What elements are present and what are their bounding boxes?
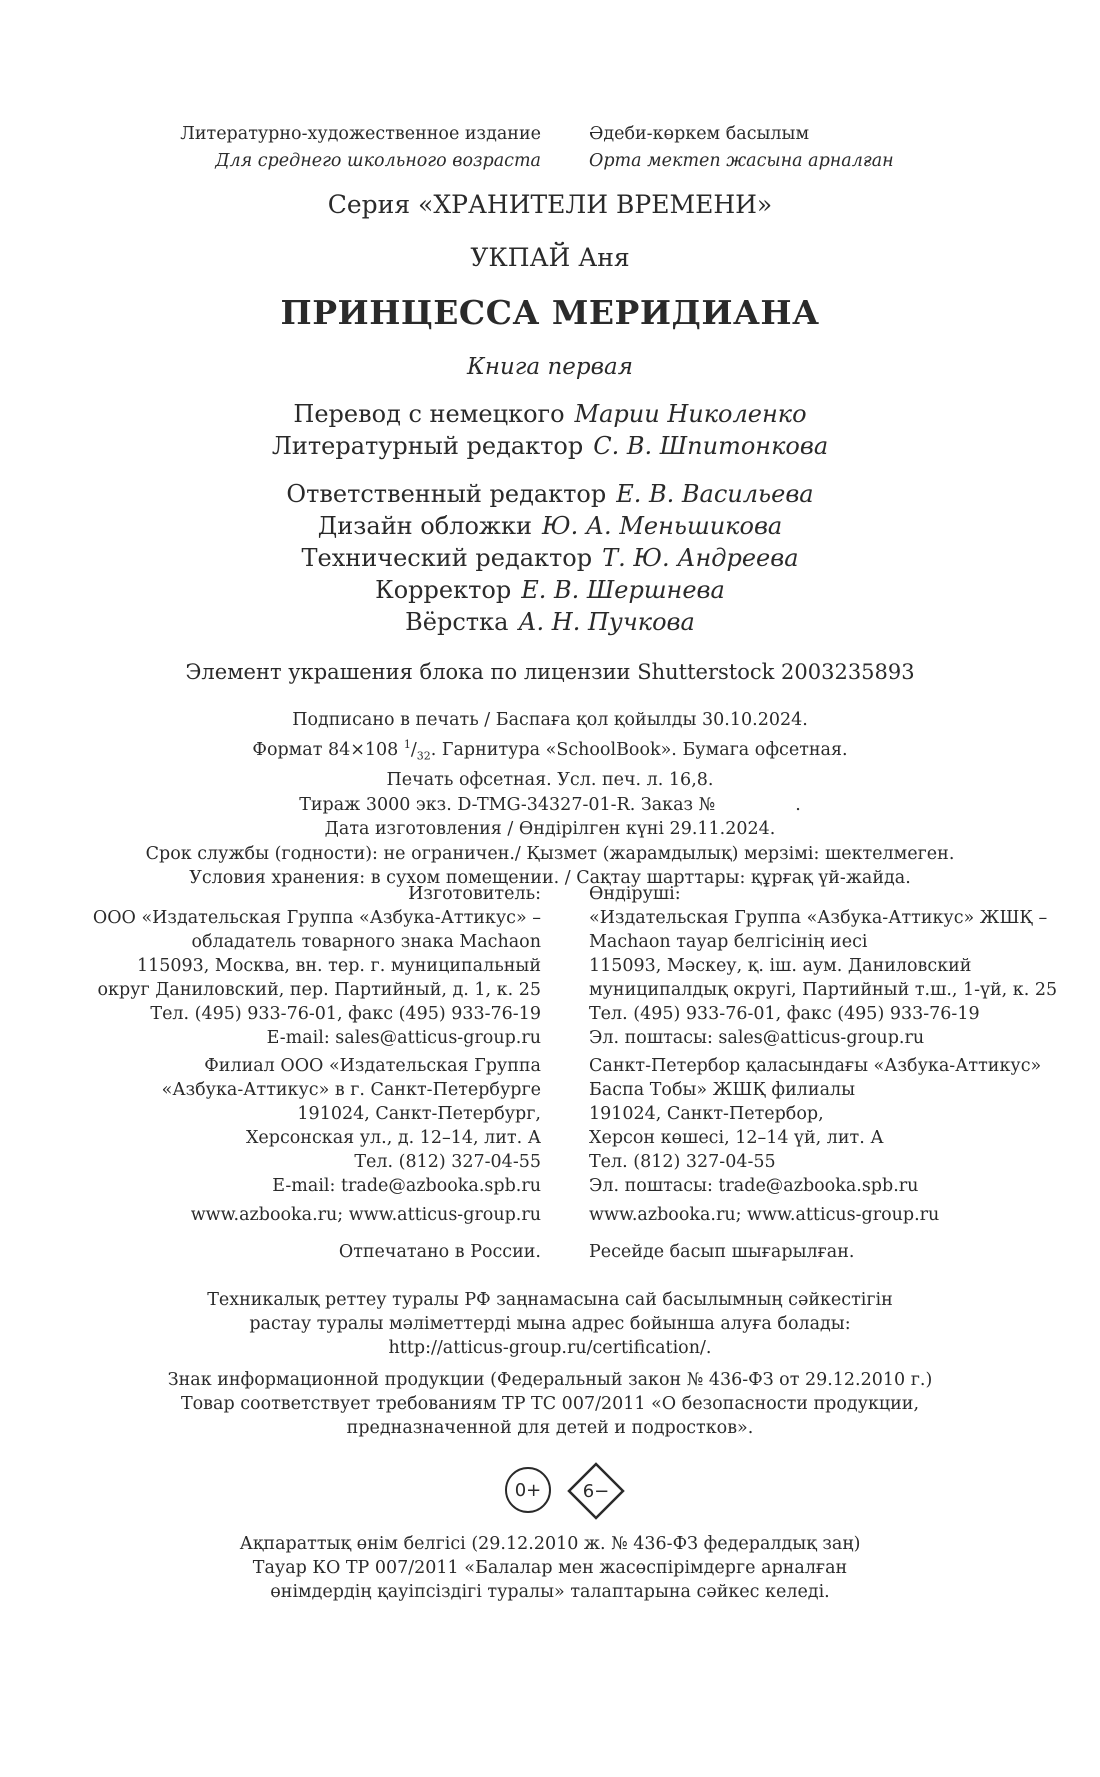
credit-line: [0, 478, 1100, 510]
manufacturer-line: Machaon тауар белгісінің иесі: [589, 932, 868, 952]
printed-in-kz: Ресейде басып шығарылған.: [589, 1242, 855, 1262]
credit-person: С. В. Шпитонкова: [593, 432, 829, 460]
branch-line: 191024, Санкт-Петербор,: [589, 1104, 824, 1124]
credit-person: Т. Ю. Андреева: [602, 544, 799, 572]
credit-role: Перевод с немецкого: [293, 400, 565, 428]
manufacturer-email: Эл. поштасы: sales@atticus-group.ru: [589, 1028, 925, 1048]
credit-role: Ответственный редактор: [286, 480, 607, 508]
age-rating-diamond-label: 6−: [582, 1480, 610, 1502]
storage-conditions: Условия хранения: в сухом помещении. / Сақтау шарттары: құрғақ үй-жайда.: [189, 868, 911, 889]
websites-kz: www.azbooka.ru; www.atticus-group.ru: [589, 1205, 940, 1225]
edition-type-kz: Әдеби-көркем басылым: [589, 124, 810, 144]
notice-line: предназначенной для детей и подростков».: [346, 1418, 754, 1438]
credit-role: Литературный редактор: [271, 432, 584, 460]
branch-line: Санкт-Петербор қаласындағы «Азбука-Аттикус»: [589, 1056, 1042, 1076]
credit-line: [0, 430, 1100, 462]
websites-ru: www.azbooka.ru; www.atticus-group.ru: [190, 1205, 541, 1225]
service-life: Срок службы (годности): не ограничен./ Қызмет (жарамдылық) мерзімі: шектелмеген.: [145, 843, 955, 864]
notice-line: Ақпараттық өнім белгісі (29.12.2010 ж. № 436-ФЗ федералдық заң): [239, 1534, 861, 1554]
manufacture-date: Дата изготовления / Өндірілген күні 29.11.2024.: [324, 819, 776, 840]
notice-line: өнімдердің қауіпсіздігі туралы» талаптарына сәйкес келеді.: [270, 1582, 830, 1602]
credit-role: Вёрстка: [405, 608, 509, 636]
format-fraction-den: 32: [416, 748, 431, 762]
credit-role: Дизайн обложки: [317, 512, 532, 540]
notice-line: Техникалық реттеу туралы РФ заңнамасына сай басылымның сәйкестігін: [207, 1290, 893, 1310]
edition-type-ru: Литературно-художественное издание: [180, 124, 541, 144]
printed-in-ru: Отпечатано в России.: [338, 1242, 541, 1262]
manufacturer-line: Тел. (495) 933-76-01, факс (495) 933-76-19: [150, 1004, 541, 1024]
certification-notice: [0, 1288, 1100, 1360]
credit-person: Е. В. Шершнева: [521, 576, 725, 604]
branch-email: Эл. поштасы: trade@azbooka.spb.ru: [589, 1176, 919, 1196]
audience-header-kz: [589, 121, 894, 175]
manufacturer-line: «Издательская Группа «Азбука-Аттикус» ЖШҚ –: [589, 908, 1048, 928]
manufacturer-line: округ Даниловский, пер. Партийный, д. 1, к. 25: [97, 980, 541, 1000]
run-end: .: [795, 794, 801, 815]
credit-line: [0, 606, 1100, 638]
branch-line: Филиал ООО «Издательская Группа: [204, 1056, 541, 1076]
age-group-kz: Орта мектеп жасына арналған: [589, 151, 894, 171]
credit-role: Корректор: [375, 576, 512, 604]
notice-line: Тауар КО ТР 007/2011 «Балалар мен жасөспірімдерге арналған: [252, 1558, 848, 1578]
age-group-ru: Для среднего школьного возраста: [215, 151, 541, 171]
format-fraction-num: 1: [403, 737, 411, 751]
manufacturer-email: E-mail: sales@atticus-group.ru: [266, 1028, 541, 1048]
branch-ru: [162, 1054, 541, 1198]
notice-line: Товар соответствует требованиям ТР ТС 007/2011 «О безопасности продукции,: [180, 1394, 920, 1414]
manufacturer-line: обладатель товарного знака Machaon: [191, 932, 541, 952]
series-line: Серия «ХРАНИТЕЛИ ВРЕМЕНИ»: [327, 190, 773, 219]
info-product-notice-kz: [0, 1532, 1100, 1604]
age-rating-circle-icon: 0+: [505, 1467, 551, 1513]
audience-header-ru: [180, 121, 541, 175]
branch-line: Херсонская ул., д. 12–14, лит. А: [245, 1128, 541, 1148]
credit-line: [0, 510, 1100, 542]
manufacturer-line: 115093, Москва, вн. тер. г. муниципальный: [137, 956, 541, 976]
notice-line: растау туралы мәліметтерді мына адрес бойынша алуға болады:: [249, 1314, 851, 1334]
branch-email: E-mail: trade@azbooka.spb.ru: [272, 1176, 541, 1196]
branch-line: Тел. (812) 327-04-55: [589, 1152, 776, 1172]
credits-production: [0, 478, 1100, 638]
manufacturer-line: Тел. (495) 933-76-01, факс (495) 933-76-19: [589, 1004, 980, 1024]
print-details: [0, 708, 1100, 891]
manufacturer-line: Өндіруші:: [589, 884, 681, 904]
format-suffix: . Гарнитура «SchoolBook». Бумага офсетная.: [430, 739, 848, 760]
notice-line: Знак информационной продукции (Федеральный закон № 436-ФЗ от 29.12.2010 г.): [167, 1370, 933, 1390]
run-line: [0, 793, 1100, 818]
branch-line: «Азбука-Аттикус» в г. Санкт-Петербурге: [161, 1080, 541, 1100]
info-product-notice-ru: [0, 1368, 1100, 1440]
book-subtitle: Книга первая: [467, 354, 633, 380]
manufacturer-line: ООО «Издательская Группа «Азбука-Аттикус» –: [92, 908, 541, 928]
format-line: Формат 84×108 $^1/_{32}$. Гарнитура «SchoolBook». Бумага офсетная.: [252, 737, 848, 762]
credits-translation: [0, 398, 1100, 462]
credit-person: Е. В. Васильева: [616, 480, 814, 508]
author-name: УКПАЙ Аня: [470, 243, 630, 272]
credit-person: Марии Николенко: [574, 400, 807, 428]
run-text: Тираж 3000 экз. D-TMG-34327-01-R. Заказ №: [299, 794, 716, 815]
format-prefix: Формат 84×108: [252, 739, 404, 760]
credit-role: Технический редактор: [301, 544, 593, 572]
branch-kz: [589, 1054, 1041, 1198]
branch-line: Херсон көшесі, 12–14 үй, лит. А: [589, 1128, 884, 1148]
branch-line: Тел. (812) 327-04-55: [354, 1152, 541, 1172]
book-title: ПРИНЦЕССА МЕРИДИАНА: [280, 293, 820, 332]
branch-line: 191024, Санкт-Петербург,: [297, 1104, 541, 1124]
license-line: Элемент украшения блока по лицензии Shutterstock 2003235893: [185, 660, 915, 684]
manufacturer-ru: [93, 882, 541, 1050]
manufacturer-line: 115093, Мәскеу, қ. іш. аум. Даниловский: [589, 956, 972, 976]
credit-line: [0, 398, 1100, 430]
age-rating-marks: [505, 1462, 645, 1522]
manufacturer-line: муниципалдық округі, Партийный т.ш., 1-үй, к. 25: [589, 980, 1058, 1000]
certification-url: http://atticus-group.ru/certification/.: [388, 1338, 712, 1358]
manufacturer-kz: [589, 882, 1057, 1050]
signed-date: Подписано в печать / Баспаға қол қойылды 30.10.2024.: [292, 710, 808, 730]
branch-line: Баспа Тобы» ЖШҚ филиалы: [589, 1080, 856, 1100]
print-type: Печать офсетная. Усл. печ. л. 16,8.: [386, 770, 714, 791]
credit-person: Ю. А. Меньшикова: [541, 512, 783, 540]
credit-line: [0, 542, 1100, 574]
credit-line: [0, 574, 1100, 606]
manufacturer-line: Изготовитель:: [408, 884, 541, 904]
credit-person: А. Н. Пучкова: [518, 608, 695, 636]
